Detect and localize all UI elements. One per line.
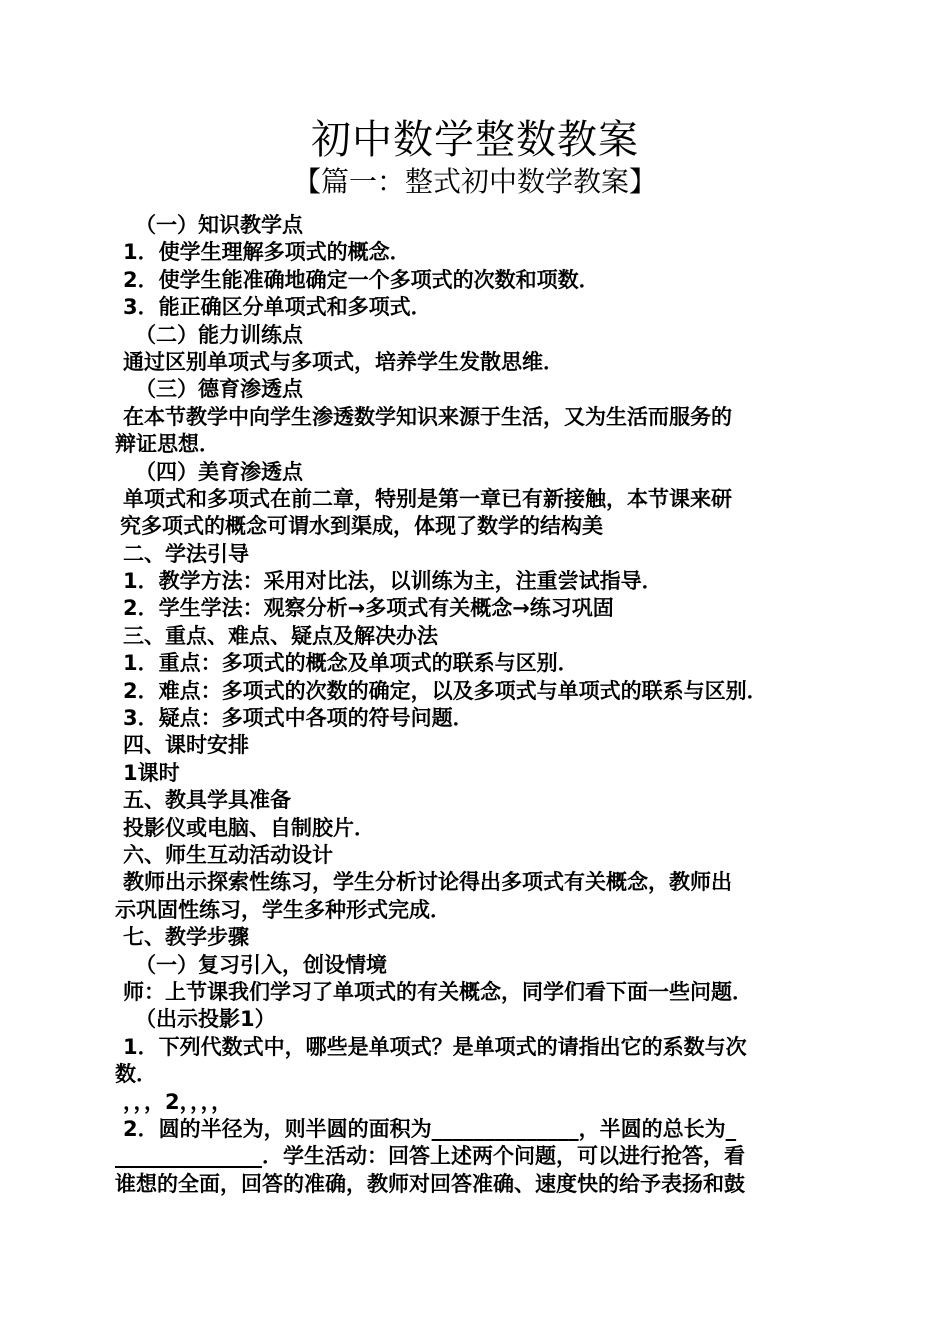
section-heading: 三、重点、难点、疑点及解决办法 xyxy=(123,623,438,648)
paragraph-line: ，，，2，，，， xyxy=(123,1089,233,1114)
list-item: 1．使学生理解多项式的概念． xyxy=(123,240,411,265)
paragraph-line: 示巩固性练习，学生多种形式完成． xyxy=(115,897,451,922)
list-item: 1．下列代数式中，哪些是单项式？是单项式的请指出它的系数与次 xyxy=(123,1034,747,1059)
paragraph-line: 单项式和多项式在前二章，特别是第一章已有新接触，本节课来研 xyxy=(123,486,732,511)
paragraph-line: （出示投影1） xyxy=(135,1007,276,1032)
list-item: 2．学生学法：观察分析→多项式有关概念→练习巩固 xyxy=(123,596,614,621)
section-heading: （三）德育渗透点 xyxy=(135,377,303,402)
list-item: 2．难点：多项式的次数的确定，以及多项式与单项式的联系与区别． xyxy=(123,678,768,703)
paragraph-line: 通过区别单项式与多项式，培养学生发散思维． xyxy=(123,349,564,374)
section-heading: 二、学法引导 xyxy=(123,541,249,566)
paragraph-line: 数． xyxy=(115,1062,157,1087)
list-item: 2．圆的半径为，则半圆的面积为______________，半圆的总长为_ xyxy=(123,1116,737,1141)
list-item: 3．能正确区分单项式和多项式． xyxy=(123,295,432,320)
section-heading: 七、教学步骤 xyxy=(123,925,249,950)
paragraph-line: 究多项式的概念可谓水到渠成，体现了数学的结构美 xyxy=(120,514,603,539)
section-heading: （一）知识教学点 xyxy=(135,213,303,237)
section-heading: 五、教具学具准备 xyxy=(123,788,291,813)
section-heading: 六、师生互动活动设计 xyxy=(123,842,333,867)
paragraph-line: ______________．学生活动：回答上述两个问题，可以进行抢答，看 xyxy=(115,1144,745,1169)
list-item: 1．重点：多项式的概念及单项式的联系与区别． xyxy=(123,651,579,676)
list-item: 3．疑点：多项式中各项的符号问题． xyxy=(123,706,474,731)
document-title: 初中数学整数教案 xyxy=(311,117,639,163)
paragraph-line: 投影仪或电脑、自制胶片． xyxy=(123,815,375,840)
section-heading: 四、课时安排 xyxy=(123,733,249,758)
list-item: 1．教学方法：采用对比法，以训练为主，注重尝试指导． xyxy=(123,569,663,594)
section-heading: （四）美育渗透点 xyxy=(135,459,303,484)
section-heading: （二）能力训练点 xyxy=(135,322,303,347)
paragraph-line: 教师出示探索性练习，学生分析讨论得出多项式有关概念，教师出 xyxy=(123,870,732,895)
paragraph-line: 在本节教学中向学生渗透数学知识来源于生活，又为生活而服务的 xyxy=(123,404,732,429)
document-body xyxy=(115,212,850,1198)
paragraph-line: 师：上节课我们学习了单项式的有关概念，同学们看下面一些问题． xyxy=(123,979,753,1004)
section-heading: （一）复习引入，创设情境 xyxy=(135,952,387,977)
list-item: 2．使学生能准确地确定一个多项式的次数和项数． xyxy=(123,267,600,292)
paragraph-line: 辩证思想． xyxy=(115,432,220,457)
paragraph-line: 1课时 xyxy=(123,760,180,785)
document-subtitle: 【篇一：整式初中数学教案】 xyxy=(292,165,657,198)
paragraph-line: 谁想的全面，回答的准确，教师对回答准确、速度快的给予表扬和鼓 xyxy=(115,1171,745,1196)
